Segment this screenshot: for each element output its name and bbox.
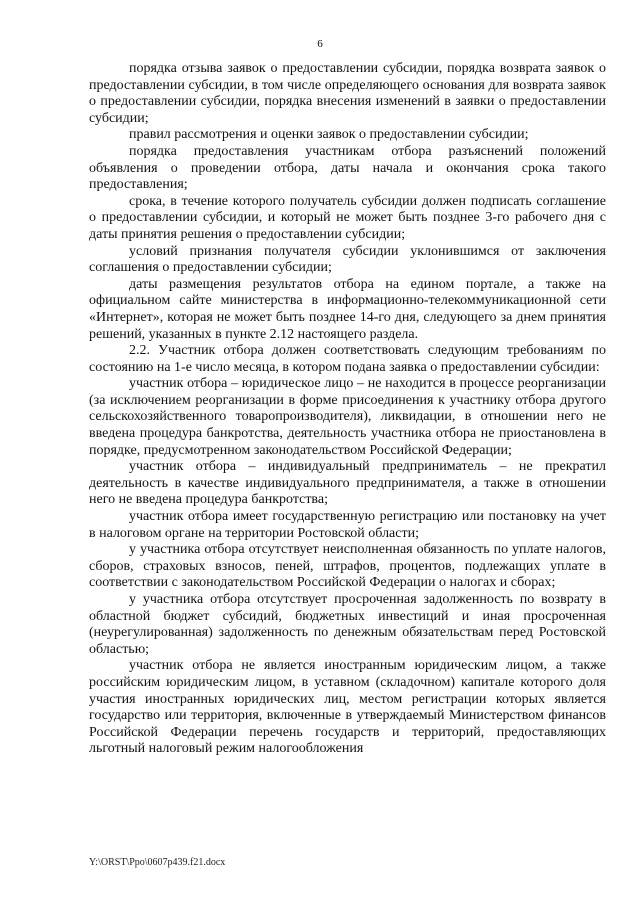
paragraph: участник отбора имеет государственную регистрацию или постановку на учет в налоговом органе на территории Ростовской области; [89,509,606,541]
paragraph: порядка предоставления участникам отбора разъяснений положений объявления о проведении отбора, даты начала и окончания срока такого предоставления; [89,143,606,193]
paragraph: участник отбора – юридическое лицо – не находится в процессе реорганизации (за исключением реорганизации в форме присоединения к участнику отбора другого сельскохозяйственного товаропроизводителя), ликвидации, в отношении него не введена процедура банкротства, деятельность участника отбора не приостановлена в порядке, предусмотренном законодательством Российской Федерации; [89,376,606,458]
footer-file-path: Y:\ORST\Ppo\0607p439.f21.docx [89,857,226,868]
page-number: 6 [317,38,323,50]
document-body [89,61,606,758]
paragraph: условий признания получателя субсидии уклонившимся от заключения соглашения о предоставлении субсидии; [89,243,606,276]
paragraph: правил рассмотрения и оценки заявок о предоставлении субсидии; [129,127,529,143]
paragraph: участник отбора – индивидуальный предприниматель – не прекратил деятельность в качестве индивидуального предпринимателя, а также в отношении него не введена процедура банкротства; [89,459,606,508]
paragraph: участник отбора не является иностранным юридическим лицом, а также российским юридическим лицом, в уставном (складочном) капитале которого доля участия иностранных юридических лиц, местом регистрации которых является государство или территория, включенные в утверждаемый Министерством финансов Российской Федерации перечень государств и территорий, предоставляющих льготный налоговый режим налогообложения [89,658,606,757]
paragraph: у участника отбора отсутствует неисполненная обязанность по уплате налогов, сборов, страховых взносов, пеней, штрафов, процентов, подлежащих уплате в соответствии с законодательством Российской Федерации о налогах и сборах; [89,542,606,591]
paragraph: даты размещения результатов отбора на едином портале, а также на официальном сайте министерства в информационно-телекоммуникационной сети «Интернет», которая не может быть позднее 14-го дня, следующего за днем принятия решений, указанных в пункте 2.12 настоящего раздела. [89,276,606,342]
paragraph: порядка отзыва заявок о предоставлении субсидии, порядка возврата заявок о предоставлении субсидии, в том числе определяющего основания для возврата заявок о предоставлении субсидии, порядка внесения изменений в заявки о предоставлении субсидии; [89,61,606,126]
paragraph: у участника отбора отсутствует просроченная задолженность по возврату в областной бюджет субсидий, бюджетных инвестиций и иная просроченная (неурегулированная) задолженность по денежным обязательствам перед Ростовской областью; [89,592,606,657]
paragraph: 2.2. Участник отбора должен соответствовать следующим требованиям по состоянию на 1-е число месяца, в котором подана заявка о предоставлении субсидии: [89,343,606,375]
paragraph: срока, в течение которого получатель субсидии должен подписать соглашение о предоставлении субсидии, и который не может быть позднее 3-го рабочего дня с даты принятия решения о предоставлении субсидии; [89,193,606,242]
